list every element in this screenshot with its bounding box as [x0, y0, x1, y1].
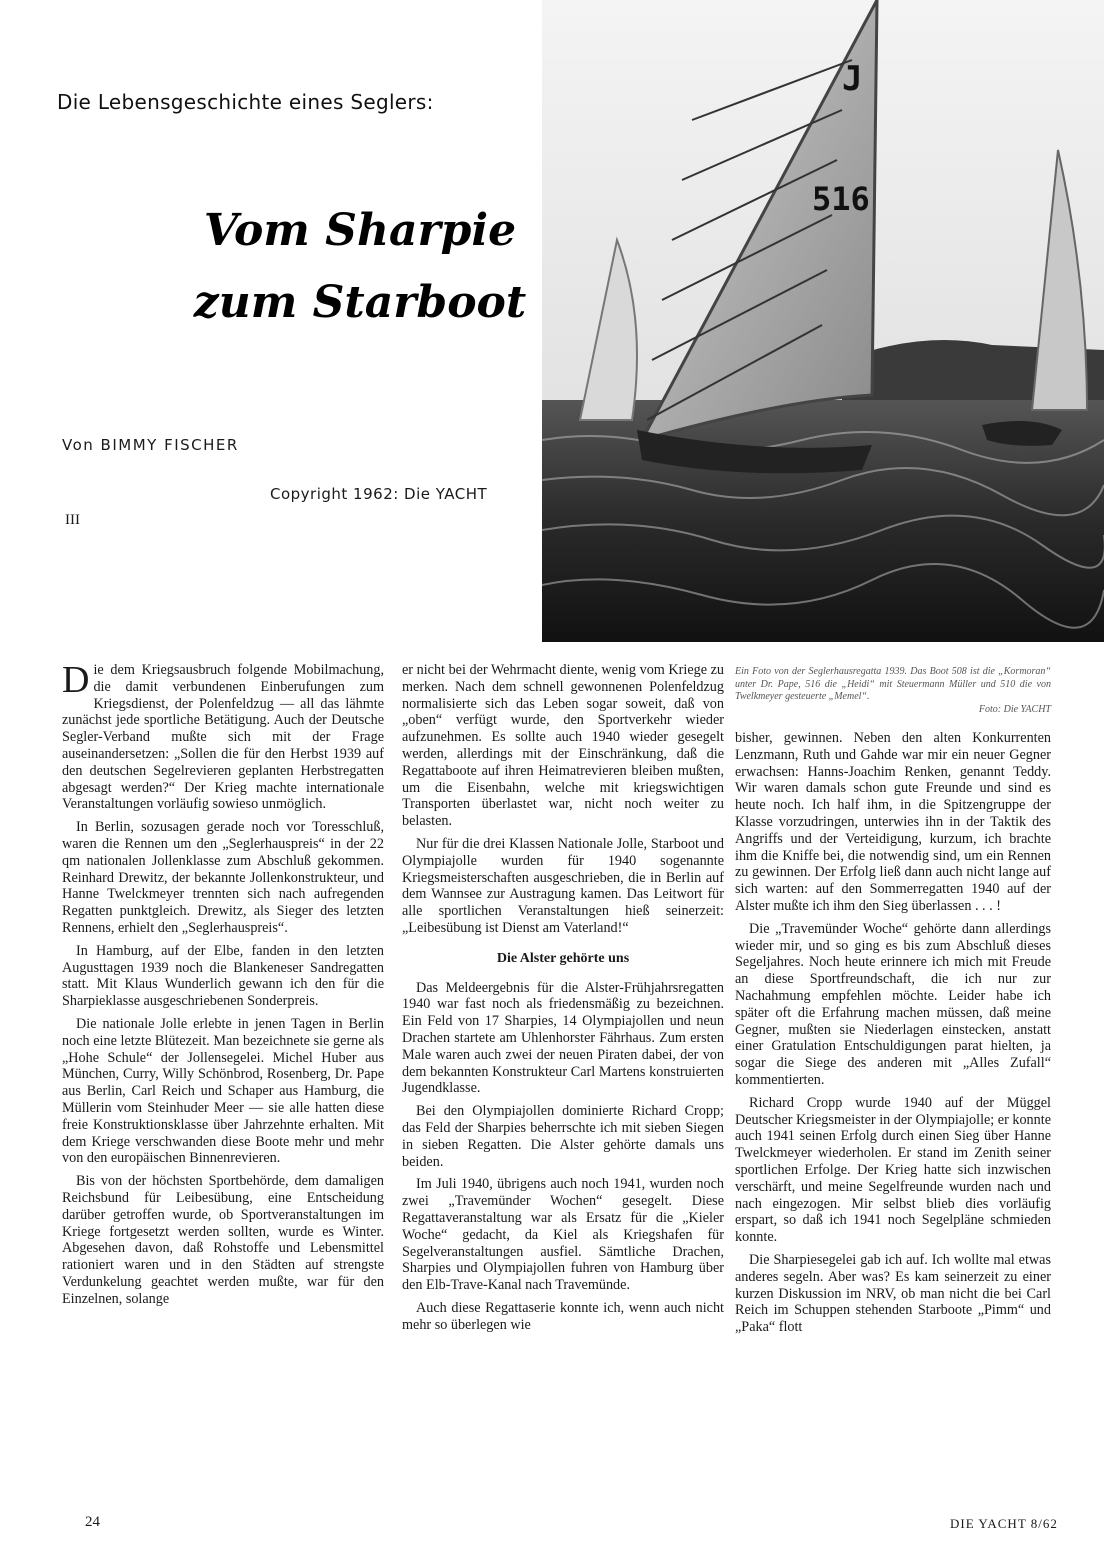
- paragraph: Bei den Olympiajollen dominierte Richard Cropp; das Feld der Sharpies beherrschte ich mit sieben Siegen in sieben Regatten. Die Alster gehörte damals uns beiden.: [402, 1103, 724, 1170]
- section-subhead: Die Alster gehörte uns: [496, 950, 630, 966]
- title-line-2: zum Starboot: [193, 277, 527, 328]
- photo-credit: Foto: Die YACHT: [978, 703, 1051, 715]
- paragraph-text: ie dem Kriegsausbruch folgende Mobilmachung, die damit verbundenen Einberufungen zum Kriegsdienst, der Polenfeldzug — all das lähmte zunächst jede sportliche Betätigung. Auch der Deutsche Segler-Verband mußte sich mit der Frage auseinandersetzen: „Sollen die für den Herbst 1939 auf den deutschen Segelrevieren geplanten Herbstregatten abgesagt werden?“ Der Krieg machte internationale Veranstaltungen vorläufig sowieso unmöglich.: [62, 662, 384, 813]
- paragraph: [62, 659, 384, 813]
- paragraph: Nur für die drei Klassen Nationale Jolle, Starboot und Olympiajolle wurden für 1940 sogenannte Kriegsmeisterschaften ausgeschrieben, die in Berlin auf dem Wannsee zur Austragung kamen. Das Leitwort für alle sportlichen Veranstaltungen hieß seinerzeit: „Leibesübung ist Dienst am Vaterland!“: [402, 835, 724, 936]
- paragraph: Auch diese Regattaserie konnte ich, wenn auch nicht mehr so überlegen wie: [402, 1299, 724, 1333]
- paragraph: Die Sharpiesegelei gab ich auf. Ich wollte mal etwas anderes segeln. Aber was? Es kam seinerzeit zu einer kurzen Diskussion im NRV, ob man nicht die bei Carl Reich im Schuppen stehenden Starboote „Pimm“ und „Paka“ flott: [735, 1251, 1051, 1336]
- paragraph: Das Meldeergebnis für die Alster-Frühjahrsregatten 1940 war fast noch als friedensmäßig zu bezeichnen. Ein Feld von 17 Sharpies, 14 Olympiajollen und neun Drachen startete am Uhlenhorster Fährhaus. Zum ersten Male waren auch zwei der neuen Piraten dabei, der von dem bekannten Konstrukteur Carl Martens konstruierten Jugendklasse.: [402, 979, 724, 1097]
- paragraph: Die nationale Jolle erlebte in jenen Tagen in Berlin noch eine letzte Blütezeit. Man bezeichnete sie gerne als „Hohe Schule“ der Jollensegelei. Michel Huber aus München, Curry, Willy Schönbrod, Rosenberg, Dr. Pape aus Berlin, Carl Reich und Schaper aus Hamburg, die Müllerin vom Steinhuder Meer — sie alle hatten diese freie Konstruktionsklasse über Jahrzehnte erhalten. Mit dem Kriege verschwanden diese Boote mehr und mehr von den europäischen Binnenrevieren.: [62, 1015, 384, 1167]
- text-column-2: [402, 662, 724, 1339]
- copyright-line: Copyright 1962: Die YACHT: [270, 485, 488, 503]
- text-column-1: [62, 659, 384, 1313]
- sail-letter: J: [842, 59, 863, 99]
- article-title: [180, 195, 540, 339]
- sailing-photo: [542, 0, 1104, 642]
- text-column-3: [735, 666, 1051, 1342]
- author-byline: Von BIMMY FISCHER: [62, 436, 239, 454]
- page-number: 24: [85, 1514, 100, 1530]
- drop-cap: D: [62, 659, 90, 701]
- paragraph: bisher, gewinnen. Neben den alten Konkurrenten Lenzmann, Ruth und Gahde war mir ein neuer Gegner erwachsen: Hanns-Joachim Renken, genannt Teddy. Wir waren damals schon gute Freunde und sind es heute noch. Ich half ihm, in die Spitzengruppe der Klasse vorzudringen, unterwies ihn in der Taktik des Angriffs und der Verteidigung, kurzum, ich brachte ihm die Kniffe bei, die notwendig sind, um ein Rennen zu gewinnen. Der Erfolg ließ dann auch nicht lange auf sich warten: auf den Sommerregatten 1940 auf der Alster mußte ich ihm den Sieg überlassen . . . !: [735, 730, 1051, 914]
- magazine-issue: DIE YACHT 8/62: [950, 1516, 1058, 1531]
- paragraph: er nicht bei der Wehrmacht diente, wenig vom Kriege zu merken. Nach dem schnell gewonnenen Polenfeldzug normalisierte sich das Leben sogar soweit, daß von „oben“ verfügt wurde, den Sportverkehr wieder aufzunehmen. Es sollte auch 1940 wieder gesegelt werden, allerdings mit der Einschränkung, daß die Regattaboote auf ihren Heimatrevieren bleiben mußten, um die Eisenbahn, welche mit kriegswichtigen Transporten überlastet war, nicht noch weiter zu belasten.: [402, 662, 724, 830]
- title-line-1: Vom Sharpie: [203, 205, 517, 256]
- paragraph: Richard Cropp wurde 1940 auf der Müggel Deutscher Kriegsmeister in der Olympiajolle; er konnte auch 1941 seinen Erfolg durch einen Sieg über Hanne Twelckmeyer wiederholen. Er stand im Zenith seiner sportlichen Erfolge. Der Krieg hatte sich inzwischen verschärft, und meine Segelfreunde wurden nach und nach eingezogen. Mir selbst blieb dies vorläufig erspart, so daß ich 1941 noch Segelpläne schmieden konnte.: [735, 1094, 1051, 1246]
- paragraph: Die „Travemünder Woche“ gehörte dann allerdings wieder mir, und so ging es bis zum Abschluß dieses Segeljahres. Noch heute erinnere ich mich mit Freude an diese Sportfreundschaft, die ich nur zur Nachahmung empfehlen möchte. Leider habe ich später oft die Erfahrung machen müssen, daß meine Gegner, mußten sie Niederlagen einstecken, anstatt einer Gratulation Entschuldigungen parat hielten, ja sogar die Siege des anderen mit „Alles Zufall“ kommentierten.: [735, 920, 1051, 1088]
- caption-text: Ein Foto von der Seglerhausregatta 1939. Das Boot 508 ist die „Kormoran“ unter Dr. Pape, 516 die „Heidi“ mit Steuermann Müller und 510 die von Twelkmeyer gesteuerte „Memel“.: [735, 666, 1051, 702]
- sail-number: 516: [812, 180, 870, 218]
- photo-caption: [735, 666, 1051, 716]
- paragraph: In Berlin, sozusagen gerade noch vor Toresschluß, waren die Rennen um den „Seglerhauspreis“ in der 22 qm nationalen Jollenklasse zum Abschluß gekommen. Reinhard Drewitz, der bekannte Jollenkonstrukteur, und Hanne Twelckmeyer trennten sich nach aufregenden Regatten punktgleich. Drewitz, als Sieger des letzten Rennens, erhielt den „Seglerhauspreis“.: [62, 819, 384, 936]
- part-number: III: [65, 512, 80, 528]
- paragraph: Im Juli 1940, übrigens auch noch 1941, wurden noch zwei „Travemünder Wochen“ gesegelt. Diese Regattaveranstaltung war als Ersatz für die „Kieler Woche“ gedacht, da Kiel als Kriegshafen für Segelveranstaltungen ausfiel. Sämtliche Drachen, Sharpies und Olympiajollen fuhren von Hamburg über den Elb-Trave-Kanal nach Travemünde.: [402, 1176, 724, 1294]
- paragraph: Bis von der höchsten Sportbehörde, dem damaligen Reichsbund für Leibesübung, eine Entscheidung darüber getroffen wurde, ob Sportveranstaltungen im Kriege fortgesetzt werden sollten, wurde es Winter. Abgesehen davon, daß Rohstoffe und Lebensmittel rationiert waren und in den Städten auf strengste Verdunkelung geachtet werden mußte, war für den Einzelnen, solange: [62, 1173, 384, 1307]
- kicker: Die Lebensgeschichte eines Seglers:: [57, 90, 434, 114]
- paragraph: In Hamburg, auf der Elbe, fanden in den letzten Augusttagen 1939 noch die Blankeneser Sandregatten statt. Mit Klaus Wunderlich gewann ich den für die Sharpieklasse ausgeschriebenen Sonderpreis.: [62, 942, 384, 1010]
